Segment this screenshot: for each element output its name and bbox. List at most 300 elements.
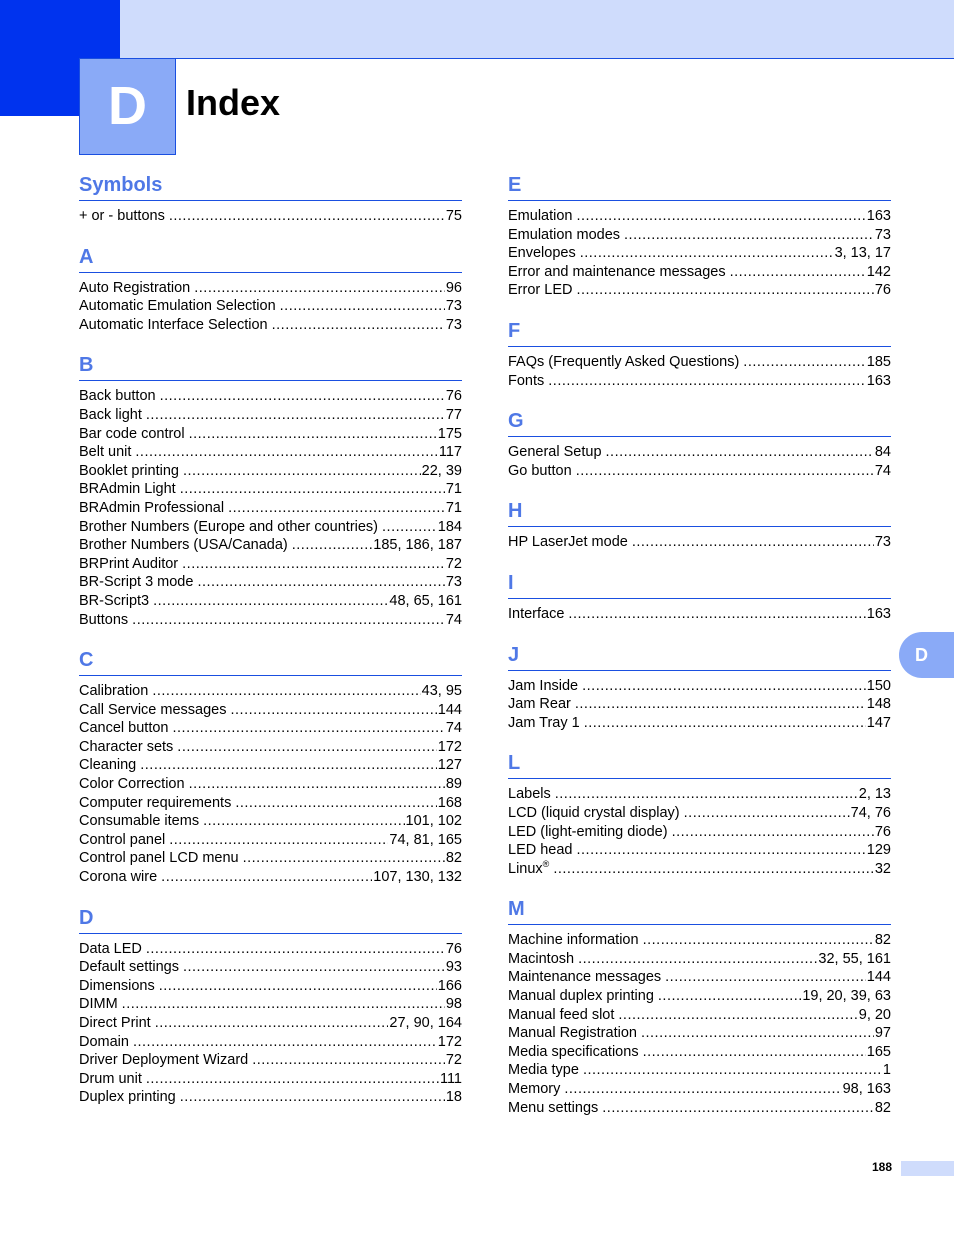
- index-page-refs[interactable]: 74: [874, 462, 891, 479]
- index-term: [79, 443, 135, 462]
- section-heading: M: [508, 894, 891, 925]
- index-term-text: Automatic Interface Selection: [79, 316, 268, 333]
- dot-leader: [624, 226, 874, 245]
- index-entry[interactable]: [79, 738, 462, 757]
- dot-leader: [183, 462, 421, 481]
- dot-leader: [203, 812, 404, 831]
- dot-leader: [230, 701, 436, 720]
- index-section: [508, 568, 891, 624]
- dot-leader: [684, 804, 850, 823]
- index-term-text: BR-Script3: [79, 592, 150, 609]
- index-page-refs[interactable]: 48, 65, 161: [389, 592, 462, 609]
- index-page-refs[interactable]: 27, 90, 164: [389, 1015, 462, 1031]
- index-entry[interactable]: [79, 775, 462, 794]
- index-entry[interactable]: [79, 812, 462, 831]
- index-term-text: Memory: [508, 1081, 561, 1098]
- dot-leader: [577, 841, 866, 860]
- dot-leader: [183, 958, 445, 977]
- index-term: [79, 775, 189, 794]
- index-term-text: Jam Inside: [508, 677, 579, 694]
- index-term: [79, 794, 235, 813]
- index-page-refs[interactable]: 77: [445, 406, 462, 423]
- index-term-text: HP LaserJet mode: [508, 534, 628, 551]
- index-entry[interactable]: [79, 406, 462, 425]
- index-section: [79, 242, 462, 335]
- dot-leader: [122, 995, 445, 1014]
- index-page-refs[interactable]: 71: [445, 481, 462, 498]
- index-page-refs[interactable]: 185, 186, 187: [373, 537, 462, 554]
- dot-leader: [576, 462, 874, 481]
- index-term: [79, 868, 161, 887]
- index-page-refs[interactable]: 74: [445, 720, 462, 737]
- dot-leader: [564, 1080, 841, 1099]
- index-term-text: Cleaning: [79, 757, 137, 774]
- index-term: [508, 677, 582, 696]
- index-term: [508, 950, 578, 969]
- index-entry[interactable]: [508, 443, 891, 462]
- index-entry[interactable]: [79, 518, 462, 537]
- index-term: [79, 831, 169, 850]
- index-term: [79, 387, 160, 406]
- index-page-refs[interactable]: 111: [439, 1070, 462, 1087]
- index-entry[interactable]: [508, 263, 891, 282]
- index-entry[interactable]: [79, 555, 462, 574]
- dot-leader: [618, 1006, 857, 1025]
- index-term-text: Control panel: [79, 831, 166, 848]
- index-page-refs[interactable]: 172: [437, 1033, 462, 1050]
- index-entry[interactable]: [79, 1088, 462, 1107]
- index-entry[interactable]: [508, 353, 891, 372]
- index-entry[interactable]: [508, 1080, 891, 1099]
- section-heading: F: [508, 316, 891, 347]
- index-entry[interactable]: [508, 462, 891, 481]
- index-section: [508, 496, 891, 552]
- section-heading: G: [508, 406, 891, 437]
- index-entry[interactable]: [508, 950, 891, 969]
- index-page-refs[interactable]: 73: [445, 316, 462, 333]
- index-term-text: Back light: [79, 406, 142, 423]
- index-term-text: Corona wire: [79, 869, 158, 886]
- index-term: [508, 931, 643, 950]
- index-term: [508, 695, 575, 714]
- index-term: [79, 977, 159, 996]
- index-term: [79, 536, 292, 555]
- index-page-refs[interactable]: 142: [866, 263, 891, 280]
- index-term: [508, 1006, 618, 1025]
- index-page-refs[interactable]: 165: [866, 1043, 891, 1060]
- index-entry[interactable]: [508, 823, 891, 842]
- index-term: [508, 1099, 602, 1118]
- index-term-text: Call Service messages: [79, 701, 227, 718]
- section-heading: C: [79, 645, 462, 676]
- index-term-text: General Setup: [508, 444, 602, 461]
- index-entry[interactable]: [508, 714, 891, 733]
- index-page-refs[interactable]: 2, 13: [858, 786, 891, 803]
- index-entry[interactable]: [79, 573, 462, 592]
- dot-leader: [146, 406, 445, 425]
- index-term: [79, 1014, 155, 1033]
- dot-leader: [235, 794, 436, 813]
- index-entry[interactable]: [79, 462, 462, 481]
- index-term-text: Media type: [508, 1062, 579, 1079]
- dot-leader: [133, 1033, 437, 1052]
- index-term-text: Go button: [508, 462, 572, 479]
- index-term: [79, 480, 180, 499]
- index-term-text: Drum unit: [79, 1070, 142, 1087]
- index-page-refs[interactable]: 148: [866, 696, 891, 713]
- index-term-text: Envelopes: [508, 245, 576, 262]
- index-entry[interactable]: [508, 804, 891, 823]
- index-term: [79, 611, 132, 630]
- index-term: [79, 406, 146, 425]
- index-term-text: Character sets: [79, 738, 174, 755]
- index-section: [79, 170, 462, 226]
- index-term: [79, 1070, 146, 1089]
- index-section: [508, 640, 891, 733]
- dot-leader: [582, 677, 866, 696]
- index-entry[interactable]: [508, 1099, 891, 1118]
- index-entry[interactable]: [508, 1024, 891, 1043]
- index-term-text: Control panel LCD menu: [79, 850, 239, 867]
- index-page-refs[interactable]: 74, 81, 165: [389, 831, 462, 848]
- index-entry[interactable]: [79, 611, 462, 630]
- dot-leader: [169, 831, 388, 850]
- index-page-refs[interactable]: 93: [445, 959, 462, 976]
- index-entry[interactable]: [508, 372, 891, 391]
- index-term-text: Back button: [79, 388, 156, 405]
- index-term: [79, 592, 153, 611]
- index-term: [79, 1033, 133, 1052]
- index-page-refs[interactable]: 163: [866, 372, 891, 389]
- index-term: [508, 353, 743, 372]
- index-page-refs[interactable]: 74: [445, 611, 462, 628]
- index-page-refs[interactable]: 3, 13, 17: [834, 245, 891, 262]
- index-page-refs[interactable]: 168: [437, 794, 462, 811]
- index-term: [79, 1051, 252, 1070]
- index-entry[interactable]: [79, 536, 462, 555]
- page-number-bar: [901, 1161, 954, 1176]
- index-entry[interactable]: [508, 785, 891, 804]
- index-page-refs[interactable]: 76: [874, 282, 891, 299]
- index-section: [79, 350, 462, 629]
- index-page-refs[interactable]: 184: [437, 518, 462, 535]
- index-term-text: Calibration: [79, 683, 149, 700]
- index-term-text: Booklet printing: [79, 462, 179, 479]
- dot-leader: [602, 1099, 874, 1118]
- index-term-text: Automatic Emulation Selection: [79, 298, 276, 315]
- dot-leader: [548, 372, 866, 391]
- index-page-refs[interactable]: 82: [874, 1099, 891, 1116]
- index-entry[interactable]: [508, 841, 891, 860]
- index-entry[interactable]: [508, 281, 891, 300]
- index-page-refs[interactable]: 9, 20: [858, 1006, 891, 1023]
- dot-leader: [228, 499, 445, 518]
- index-entry[interactable]: [79, 297, 462, 316]
- index-page-refs[interactable]: 73: [445, 574, 462, 591]
- section-heading: B: [79, 350, 462, 381]
- index-page-refs[interactable]: 72: [445, 1052, 462, 1069]
- index-page-refs[interactable]: 43, 95: [421, 683, 462, 700]
- index-entry[interactable]: [79, 592, 462, 611]
- section-heading: I: [508, 568, 891, 599]
- index-entry[interactable]: [508, 860, 891, 879]
- index-page-refs[interactable]: 84: [874, 444, 891, 461]
- index-term: [508, 823, 672, 842]
- index-page-refs[interactable]: 127: [437, 757, 462, 774]
- index-term: [508, 785, 555, 804]
- index-term-text: DIMM: [79, 996, 118, 1013]
- index-entry[interactable]: [79, 443, 462, 462]
- index-page-refs[interactable]: 75: [445, 208, 462, 224]
- index-term-text: Manual Registration: [508, 1025, 637, 1042]
- index-term-text: Data LED: [79, 940, 142, 957]
- index-entry[interactable]: [508, 1043, 891, 1062]
- index-term-text: Brother Numbers (USA/Canada): [79, 537, 288, 554]
- index-term-text: Dimensions: [79, 977, 155, 994]
- index-entry[interactable]: [79, 719, 462, 738]
- index-entry[interactable]: [508, 1061, 891, 1080]
- dot-leader: [272, 316, 445, 335]
- index-page-refs[interactable]: 32, 55, 161: [818, 950, 891, 967]
- index-entry[interactable]: [508, 987, 891, 1006]
- index-page-refs[interactable]: 185: [866, 353, 891, 370]
- index-term: [79, 738, 177, 757]
- index-page-refs[interactable]: 82: [874, 932, 891, 949]
- dot-leader: [146, 1070, 439, 1089]
- index-section: [79, 645, 462, 887]
- index-entry[interactable]: [79, 279, 462, 298]
- index-term-text: Computer requirements: [79, 794, 232, 811]
- index-term: [79, 316, 272, 335]
- dot-leader: [153, 592, 388, 611]
- dot-leader: [580, 244, 834, 263]
- index-page-refs[interactable]: 73: [874, 534, 891, 551]
- registered-mark: ®: [542, 858, 550, 869]
- section-heading: H: [508, 496, 891, 527]
- index-term: [79, 756, 140, 775]
- index-entry[interactable]: [79, 958, 462, 977]
- index-entry[interactable]: [508, 533, 891, 552]
- index-page-refs[interactable]: 89: [445, 776, 462, 793]
- dot-leader: [194, 279, 445, 298]
- index-term-text: Linux: [508, 860, 543, 877]
- section-heading: A: [79, 242, 462, 273]
- dot-leader: [280, 297, 445, 316]
- index-term: [79, 555, 182, 574]
- index-page-refs[interactable]: 76: [445, 388, 462, 405]
- index-term: [79, 207, 169, 226]
- index-entry[interactable]: [79, 701, 462, 720]
- chapter-side-tab[interactable]: D: [899, 632, 954, 678]
- dot-leader: [576, 207, 865, 226]
- index-term: [79, 573, 197, 592]
- index-page-refs[interactable]: 22, 39: [421, 462, 462, 479]
- index-term-text: Media specifications: [508, 1043, 639, 1060]
- index-page-refs[interactable]: 144: [437, 701, 462, 718]
- index-page-refs[interactable]: 172: [437, 738, 462, 755]
- index-term: [79, 812, 203, 831]
- index-entry[interactable]: [79, 480, 462, 499]
- index-term: [79, 425, 189, 444]
- dot-leader: [243, 849, 445, 868]
- index-page-refs[interactable]: 82: [445, 850, 462, 867]
- index-page-refs[interactable]: 96: [445, 279, 462, 296]
- index-entry[interactable]: [79, 868, 462, 887]
- index-page-refs[interactable]: 129: [866, 842, 891, 859]
- index-term-text: LED head: [508, 842, 573, 859]
- dot-leader: [641, 1024, 874, 1043]
- index-entry[interactable]: [79, 425, 462, 444]
- index-term-text: LCD (liquid crystal display): [508, 804, 680, 821]
- dot-leader: [382, 518, 437, 537]
- index-entry[interactable]: [79, 1070, 462, 1089]
- index-term-text: Default settings: [79, 959, 179, 976]
- index-section: [508, 316, 891, 390]
- index-term: [508, 244, 580, 263]
- index-term-text: BRAdmin Light: [79, 481, 176, 498]
- index-page-refs[interactable]: 72: [445, 555, 462, 572]
- dot-leader: [140, 756, 437, 775]
- section-heading: D: [79, 903, 462, 934]
- index-entry[interactable]: [508, 244, 891, 263]
- index-entry[interactable]: [508, 226, 891, 245]
- index-page-refs[interactable]: 32: [874, 860, 891, 877]
- index-page-refs[interactable]: 97: [874, 1025, 891, 1042]
- index-term-text: Bar code control: [79, 425, 185, 442]
- index-page-refs[interactable]: 166: [437, 977, 462, 994]
- index-term-text: Error LED: [508, 282, 573, 299]
- index-term: [508, 207, 576, 226]
- index-term-text: Machine information: [508, 932, 639, 949]
- index-entry[interactable]: [79, 756, 462, 775]
- index-entry[interactable]: [79, 849, 462, 868]
- index-page-refs[interactable]: 73: [445, 298, 462, 315]
- index-page-refs[interactable]: 147: [866, 714, 891, 731]
- index-term: [508, 1043, 643, 1062]
- dot-leader: [576, 281, 873, 300]
- index-term-text: Consumable items: [79, 813, 200, 830]
- index-entry[interactable]: [79, 794, 462, 813]
- index-entry[interactable]: [508, 695, 891, 714]
- index-term-text: Duplex printing: [79, 1089, 176, 1106]
- section-heading: L: [508, 748, 891, 779]
- index-entry[interactable]: [508, 1006, 891, 1025]
- index-term-text: Interface: [508, 605, 565, 622]
- index-page-refs[interactable]: 98: [445, 996, 462, 1013]
- index-entry[interactable]: [79, 682, 462, 701]
- chapter-letter-box: D: [79, 58, 176, 155]
- index-section: [508, 748, 891, 878]
- index-page-refs[interactable]: 73: [874, 226, 891, 243]
- section-heading: Symbols: [79, 170, 462, 201]
- index-term-text: Direct Print: [79, 1015, 151, 1031]
- index-page-refs[interactable]: 175: [437, 425, 462, 442]
- dot-leader: [643, 1043, 866, 1062]
- index-term-text: Menu settings: [508, 1099, 599, 1116]
- index-page-refs[interactable]: 98, 163: [842, 1081, 891, 1098]
- index-page-refs[interactable]: 19, 20, 39, 63: [802, 988, 891, 1005]
- index-term: [79, 995, 122, 1014]
- index-entry[interactable]: [79, 977, 462, 996]
- index-term-text: Cancel button: [79, 720, 169, 737]
- dot-leader: [169, 207, 445, 226]
- index-entry[interactable]: [508, 605, 891, 624]
- index-term-text: BRAdmin Professional: [79, 499, 225, 516]
- index-term-text: Fonts: [508, 372, 545, 389]
- index-page-refs[interactable]: 74, 76: [850, 804, 891, 821]
- dot-leader: [161, 868, 372, 887]
- index-entry[interactable]: [79, 1051, 462, 1070]
- index-page-refs[interactable]: 144: [866, 969, 891, 986]
- dot-leader: [146, 940, 445, 959]
- index-term-text: Jam Tray 1: [508, 714, 580, 731]
- index-page-refs[interactable]: 1: [882, 1062, 891, 1079]
- index-entry[interactable]: [79, 831, 462, 850]
- index-entry[interactable]: [508, 677, 891, 696]
- index-entry[interactable]: [79, 1033, 462, 1052]
- index-entry[interactable]: [508, 931, 891, 950]
- index-term: [508, 443, 606, 462]
- index-entry[interactable]: [79, 316, 462, 335]
- index-entry[interactable]: [79, 207, 462, 226]
- index-column-left: [79, 170, 462, 1123]
- index-section: [508, 170, 891, 300]
- dot-leader: [132, 611, 445, 630]
- section-heading: J: [508, 640, 891, 671]
- index-entry[interactable]: [508, 207, 891, 226]
- index-page-refs[interactable]: 107, 130, 132: [373, 869, 462, 886]
- dot-leader: [177, 738, 437, 757]
- index-term: [79, 719, 172, 738]
- index-term: [79, 682, 152, 701]
- dot-leader: [135, 443, 437, 462]
- dot-leader: [189, 775, 445, 794]
- index-term-text: Manual feed slot: [508, 1006, 615, 1023]
- index-page-refs[interactable]: 18: [445, 1089, 462, 1106]
- index-page-refs[interactable]: 150: [866, 677, 891, 694]
- index-term: [508, 226, 624, 245]
- index-entry[interactable]: [79, 387, 462, 406]
- dot-leader: [584, 714, 866, 733]
- index-entry[interactable]: [79, 940, 462, 959]
- index-entry[interactable]: [79, 995, 462, 1014]
- index-page-refs[interactable]: 76: [445, 940, 462, 957]
- index-term: [79, 518, 382, 537]
- dot-leader: [159, 977, 437, 996]
- index-page-refs[interactable]: 71: [445, 499, 462, 516]
- index-page-refs[interactable]: 76: [874, 823, 891, 840]
- index-term-text: + or - buttons: [79, 208, 165, 224]
- dot-leader: [743, 353, 866, 372]
- dot-leader: [160, 387, 445, 406]
- index-page-refs[interactable]: 163: [866, 605, 891, 622]
- index-entry[interactable]: [79, 1014, 462, 1033]
- index-term-text: Maintenance messages: [508, 969, 662, 986]
- index-page-refs[interactable]: 101, 102: [405, 813, 462, 830]
- index-term-text: Auto Registration: [79, 279, 191, 296]
- index-term: [508, 714, 584, 733]
- index-page-refs[interactable]: 163: [866, 208, 891, 224]
- index-entry[interactable]: [508, 968, 891, 987]
- page-title: Index: [186, 82, 281, 123]
- index-entry[interactable]: [79, 499, 462, 518]
- index-term-text: Manual duplex printing: [508, 988, 654, 1005]
- dot-leader: [643, 931, 874, 950]
- index-term: [79, 940, 146, 959]
- index-page-refs[interactable]: 117: [438, 444, 462, 461]
- section-heading: E: [508, 170, 891, 201]
- dot-leader: [575, 695, 866, 714]
